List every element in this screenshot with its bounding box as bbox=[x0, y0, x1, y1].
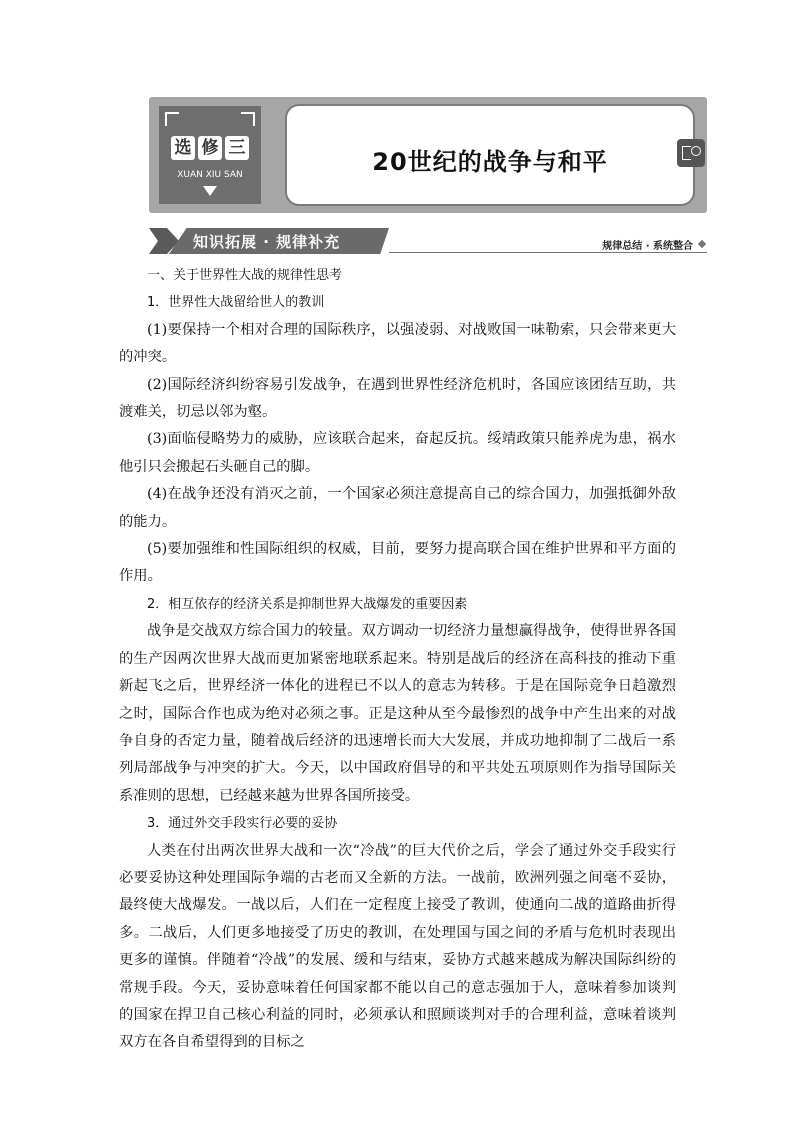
paragraph: 战争是交战双方综合国力的较量。双方调动一切经济力量想赢得战争，使得世界各国的生产因两次世界大战而更加紧密地联系起来。特别是战后的经济在高科技的推动下重新起飞之后，世界经济一体化的进程已不以人的意志为转移。于是在国际竞争日趋激烈之时，国际合作也成为绝对必须之事。正是这种从至今最惨烈的战争中产生出来的对战争自身的否定力量，随着战后经济的迅速增长而大大发展，并成功地抑制了二战后一系列局部战争与冲突的扩大。今天，以中国政府倡导的和平共处五项原则作为指导国际关系准则的思想，已经越来越为世界各国所接受。 bbox=[119, 623, 676, 804]
badge-characters bbox=[159, 136, 261, 160]
subheading: 1．世界性大战留给世人的教训 bbox=[147, 295, 325, 311]
heading-level1: 一、关于世界性大战的规律性思考 bbox=[147, 268, 343, 283]
paragraph: (4)在战争还没有消灭之前，一个国家必须注意提高自己的综合国力，加强抵御外敌的能力。 bbox=[119, 486, 676, 530]
badge-corner-decoration bbox=[165, 112, 179, 126]
diamond-icon bbox=[698, 240, 706, 248]
paragraph: (3)面临侵略势力的威胁，应该联合起来，奋起反抗。绥靖政策只能养虎为患，祸水他引只会搬起石头砸自己的脚。 bbox=[119, 431, 676, 475]
chapter-badge bbox=[159, 106, 261, 204]
triangle-down-icon bbox=[203, 186, 217, 196]
book-search-icon bbox=[677, 139, 705, 167]
badge-pinyin: XUAN XIU SAN bbox=[177, 170, 243, 180]
document-body bbox=[119, 262, 676, 1057]
paragraph: 人类在付出两次世界大战和一次“冷战”的巨大代价之后，学会了通过外交手段实行必要妥协这种处理国际争端的古老而又全新的方法。一战前，欧洲列强之间毫不妥协，最终使大战爆发。一战以后，人们在一定程度上接受了教训，使通向二战的道路曲折得多。二战后，人们更多地接受了历史的教训，在处理国与国之间的矛盾与危机时表现出更多的谨慎。伴随着“冷战”的发展、缓和与结束，妥协方式越来越成为解决国际纠纷的常规手段。今天，妥协意味着任何国家都不能以自己的意志强加于人，意味着参加谈判的国家在捍卫自己核心利益的同时，必须承认和照顾谈判对手的合理利益，意味着谈判双方在各自希望得到的目标之 bbox=[119, 842, 676, 1051]
section-label: 知识拓展 · 规律补充 bbox=[193, 233, 341, 251]
badge-corner-decoration bbox=[241, 112, 255, 126]
page-title: 20世纪的战争与和平 bbox=[372, 148, 608, 176]
paragraph: (2)国际经济纠纷容易引发战争，在遇到世界性经济危机时，各国应该团结互助，共渡难关，切忌以邻为壑。 bbox=[119, 376, 676, 421]
paragraph: (1)要保持一个相对合理的国际秩序，以强凌弱、对战败国一味勒索，只会带来更大的冲突。 bbox=[119, 321, 676, 366]
section-divider bbox=[389, 252, 707, 253]
badge-char: 三 bbox=[225, 136, 249, 160]
title-box bbox=[285, 104, 695, 206]
section-subtitle: 规律总结 · 系统整合 bbox=[602, 241, 693, 252]
section-header bbox=[149, 228, 707, 254]
subheading: 3．通过外交手段实行必要的妥协 bbox=[147, 816, 338, 832]
subheading: 2．相互依存的经济关系是抑制世界大战爆发的重要因素 bbox=[147, 596, 468, 612]
badge-char: 修 bbox=[198, 136, 222, 160]
badge-char: 选 bbox=[171, 136, 195, 160]
paragraph: (5)要加强维和性国际组织的权威，目前，要努力提高联合国在维护世界和平方面的作用。 bbox=[119, 541, 676, 585]
chapter-banner bbox=[149, 97, 707, 213]
